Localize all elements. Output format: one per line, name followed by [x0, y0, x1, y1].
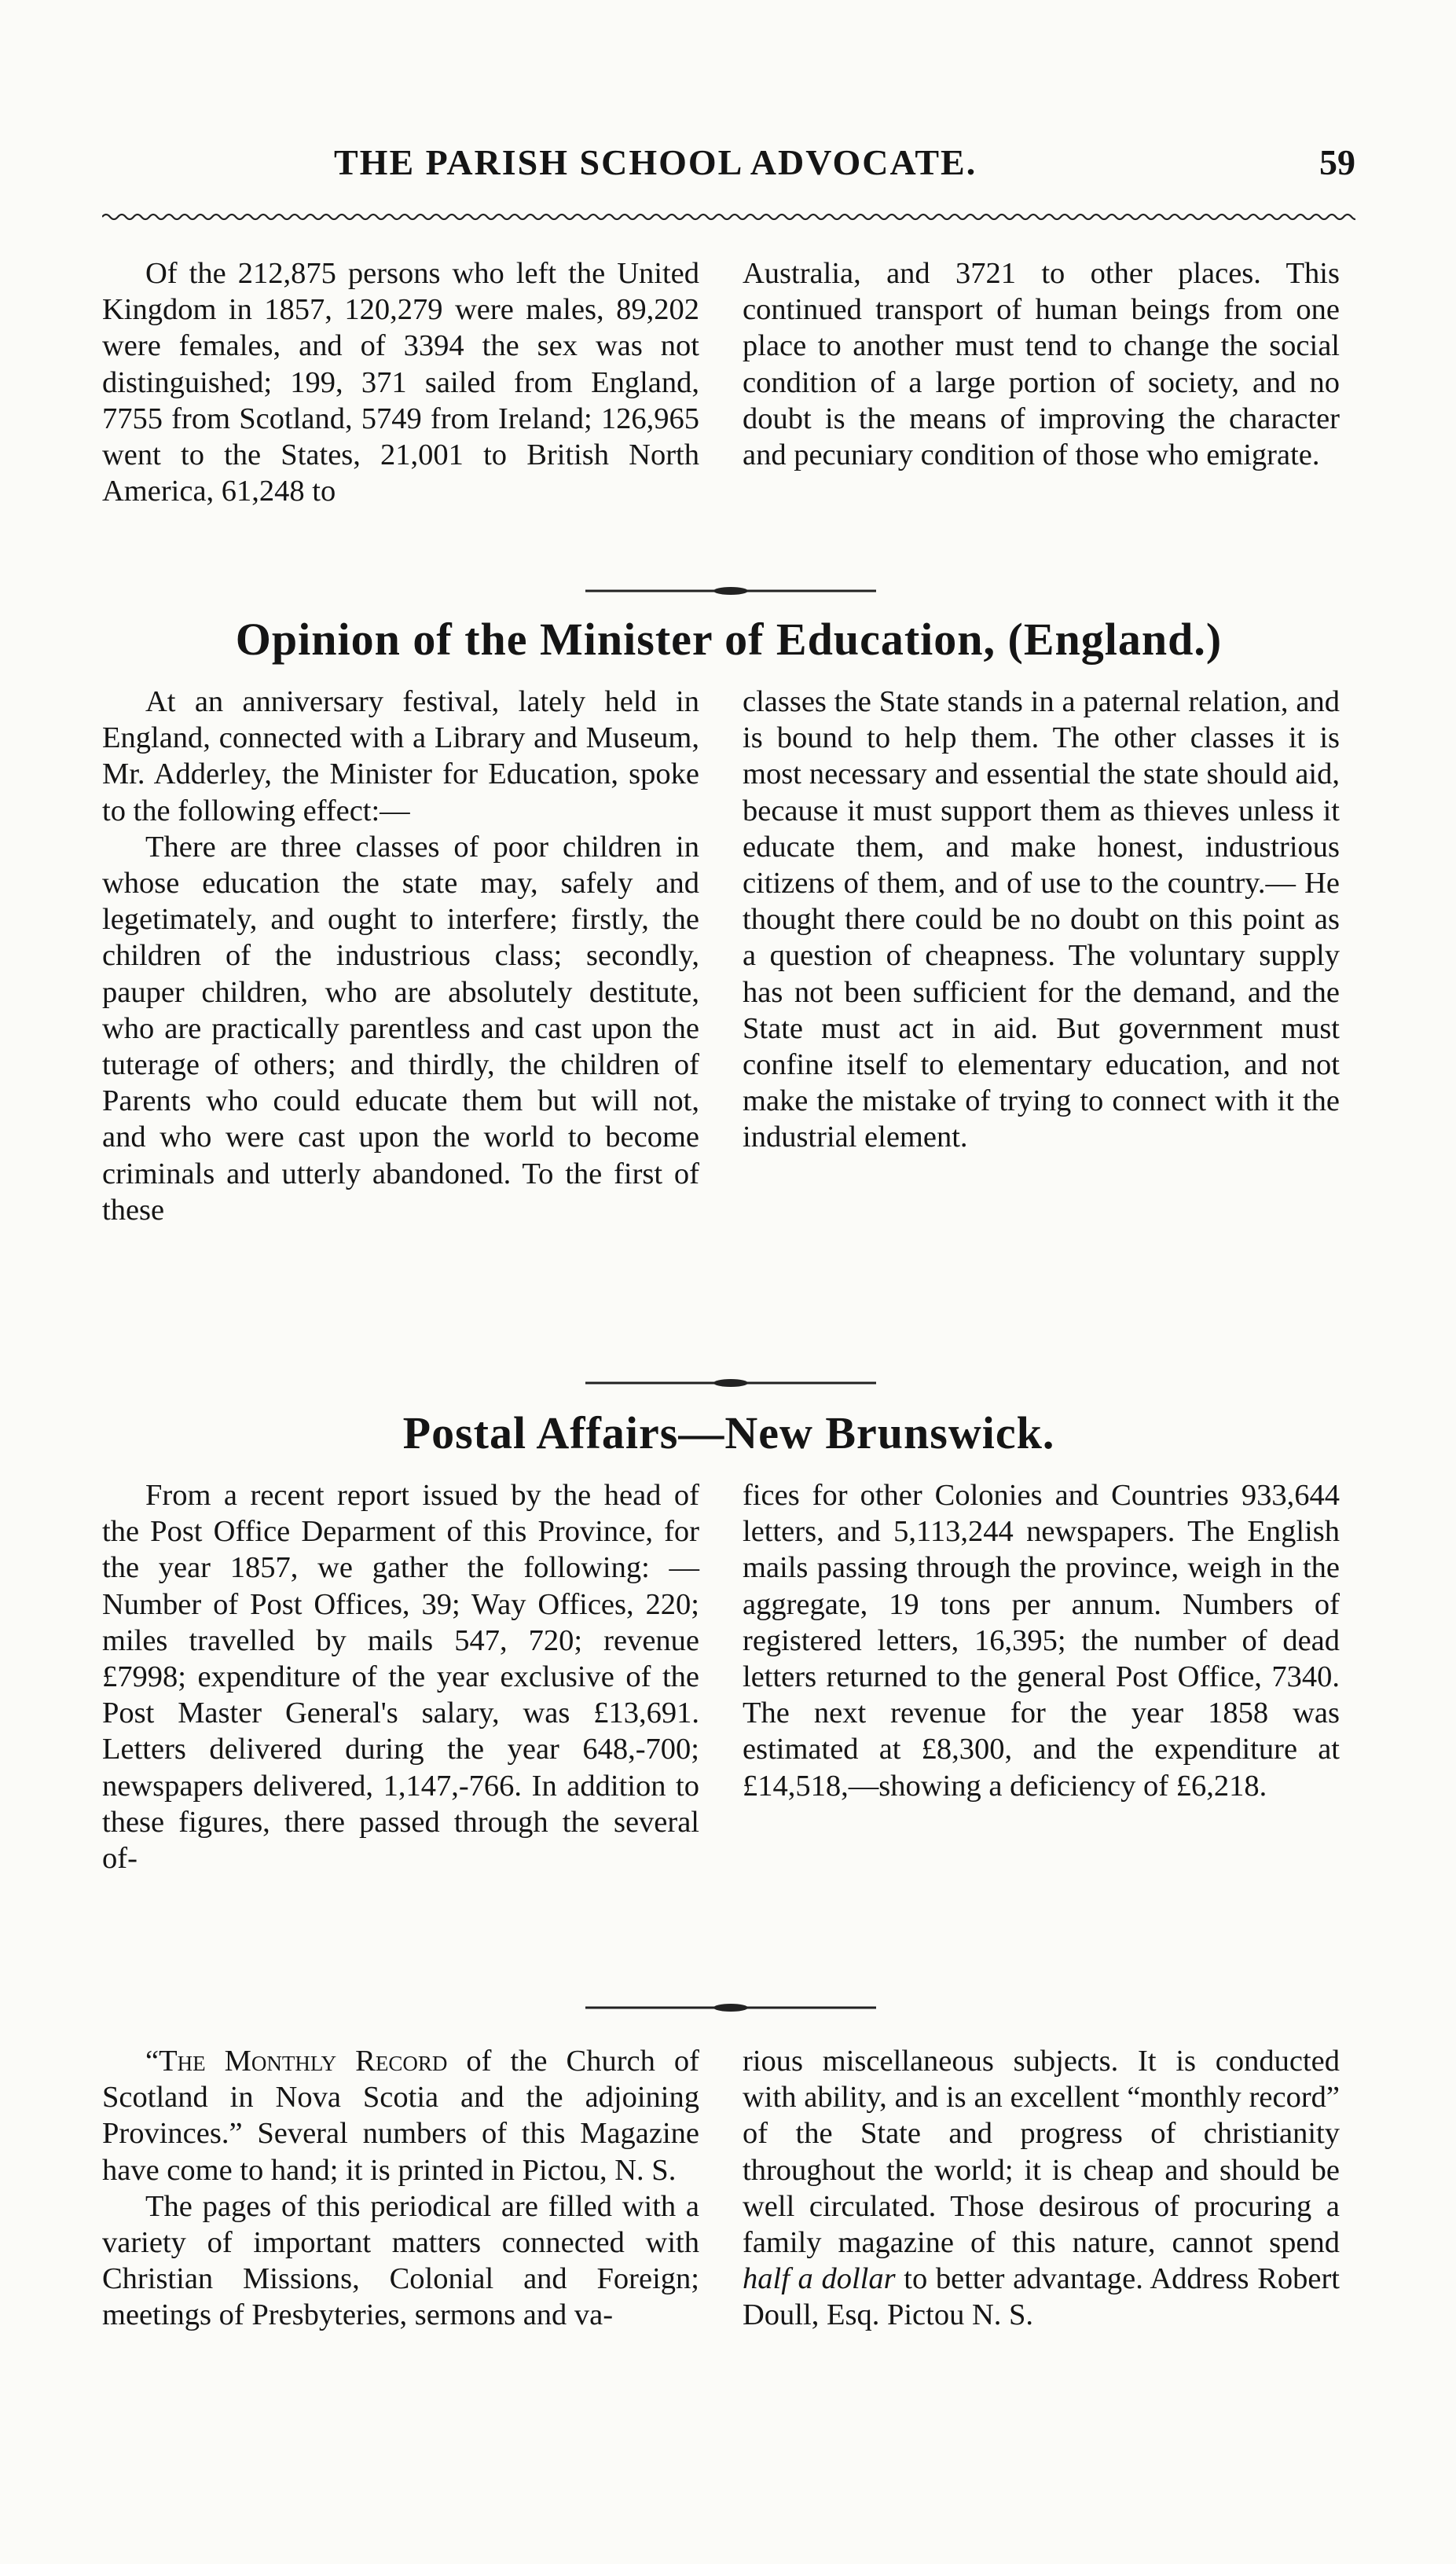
- ornamental-divider: [585, 583, 876, 599]
- emigration-left-text: Of the 212,875 persons who left the United Kingdom in 1857, 120,279 were males, 89,202 were females, and of 3394 the sex was not distinguished; 199, 371 sailed from England, 7755 from Scotland, 5749 from Ireland; 126,965 went to the States, 21,001 to British North America, 61,248 to: [102, 257, 699, 508]
- page-header: [102, 141, 1355, 196]
- education-right-text: classes the State stands in a paternal relation, and is bound to help them. The other classes it is most necessary and essential the state should aid, because it must support them as thieves unless it educate them, and make honest, industrious citizens of them, and of use to the country.— He thought there could be no doubt on this point as a question of cheapness. The voluntary supply has not been sufficient for the demand, and the State must act in aid. But government must confine itself to elementary education, and not make the mistake of trying to connect with it the industrial element.: [743, 685, 1340, 1154]
- monthly-record-right-text: [743, 2043, 1340, 2334]
- postal-left-column: [102, 1477, 699, 1876]
- monthly-record-right-column: [743, 2043, 1340, 2334]
- wavy-rule-divider: [102, 207, 1355, 226]
- education-heading: Opinion of the Minister of Education, (England.): [235, 614, 1223, 665]
- monthly-record-left-text-2: The pages of this periodical are filled with a variety of important matters connected with Christian Missions, Colonial and Foreign; meetings of Presbyteries, sermons and va-: [102, 2189, 699, 2332]
- monthly-record-article: [102, 2043, 1355, 2436]
- ornamental-divider: [585, 1375, 876, 1391]
- monthly-record-title: The Monthly Record: [159, 2045, 448, 2078]
- monthly-record-right-text-b: to better advantage. Address Robert Doull, Esq. Pictou N. S.: [743, 2262, 1340, 2332]
- postal-article: [102, 1477, 1355, 1957]
- emigration-left-column: [102, 255, 699, 509]
- monthly-record-left-text-1: [102, 2043, 699, 2188]
- page-number: 59: [1319, 142, 1355, 182]
- education-left-text-2: There are three classes of poor children in whose education the state may, safely and legetimately, and ought to interfere; firstly, the children of the industrious class; secondly, pauper children, who are absolutely destitute, who are practically parentless and cast upon the tuterage of others; and thirdly, the children of Parents who could educate them but will not, and who were cast upon the world to become criminals and utterly abandoned. To the first of these: [102, 830, 699, 1227]
- monthly-record-left-column: [102, 2043, 699, 2334]
- postal-right-column: [743, 1477, 1340, 1804]
- monthly-record-left-text-1-rest: of the Church of Scotland in Nova Scotia and the adjoining Provinces.” Several numbers of this Magazine have come to hand; it is printed in Pictou, N. S.: [102, 2045, 699, 2187]
- half-a-dollar-italic: half a dollar: [743, 2262, 896, 2296]
- education-left-column: [102, 684, 699, 1228]
- emigration-right-column: [743, 255, 1340, 473]
- open-quote: “: [145, 2045, 160, 2078]
- postal-heading: Postal Affairs—New Brunswick.: [402, 1407, 1055, 1458]
- education-left-text-1: At an anniversary festival, lately held in England, connected with a Library and Museum, Mr. Adderley, the Minister for Education, spoke to the following effect:—: [102, 685, 699, 827]
- education-article: [102, 684, 1355, 1344]
- postal-left-text: From a recent report issued by the head of the Post Office Deparment of this Province, for the year 1857, we gather the following: —Number of Post Offices, 39; Way Offices, 220; miles travelled by mails 547, 720; revenue £7998; expenditure of the year exclusive of the Post Master General's salary, was £13,691. Letters delivered during the year 648,-700; newspapers delivered, 1,147,-766. In addition to these figures, there passed through the several of-: [102, 1479, 699, 1876]
- emigration-right-text: Australia, and 3721 to other places. This continued transport of human beings from one place to another must tend to change the social condition of a large portion of society, and no doubt is the means of improving the character and pecuniary condition of those who emigrate.: [743, 257, 1340, 472]
- monthly-record-right-text-a: rious miscellaneous subjects. It is conducted with ability, and is an excellent “monthly record” of the State and progress of christianity throughout the world; it is cheap and should be well circulated. Those desirous of procuring a family magazine of this nature, cannot spend: [743, 2045, 1340, 2260]
- emigration-article: [102, 255, 1355, 570]
- postal-right-text: fices for other Colonies and Countries 933,644 letters, and 5,113,244 newspapers. The English mails passing through the province, weigh in the aggregate, 19 tons per annum. Numbers of registered letters, 16,395; the number of dead letters returned to the general Post Office, 7340. The next revenue for the year 1858 was estimated at £8,300, and the expenditure at £14,518,—showing a deficiency of £6,218.: [743, 1479, 1340, 1803]
- education-right-column: [743, 684, 1340, 1156]
- ornamental-divider: [585, 2000, 876, 2016]
- running-title: THE PARISH SCHOOL ADVOCATE.: [334, 142, 977, 182]
